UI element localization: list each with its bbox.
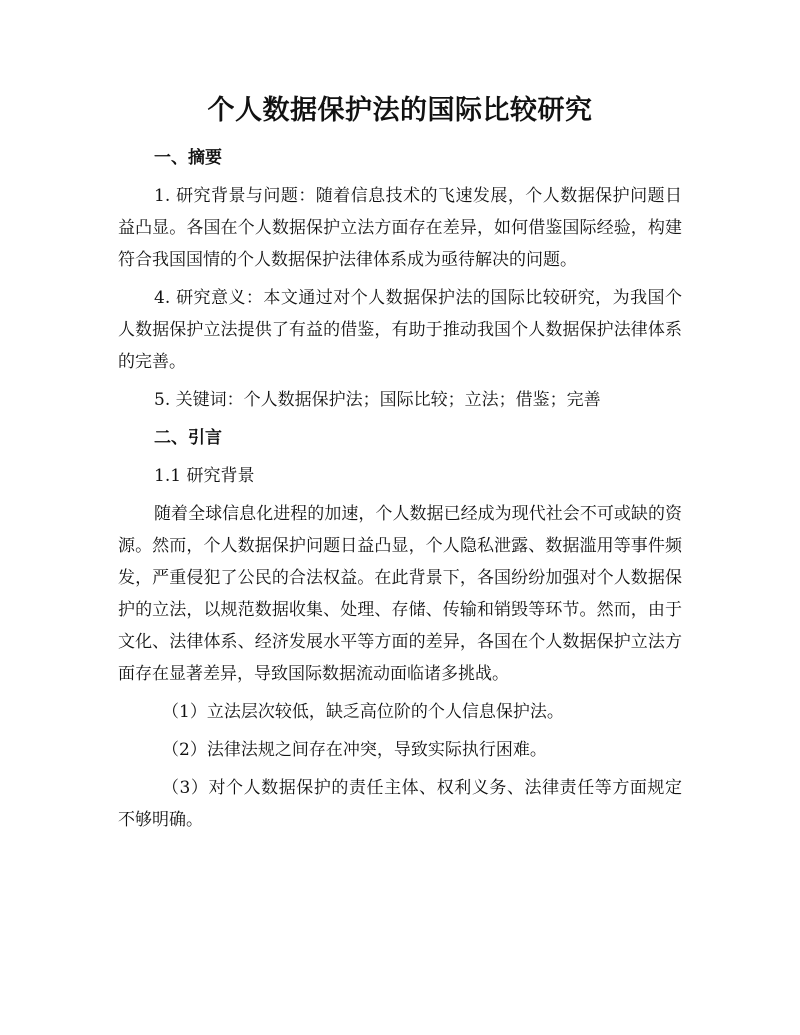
abstract-paragraph-keywords: 5. 关键词：个人数据保护法；国际比较；立法；借鉴；完善 [154,390,601,410]
issue-list-item-2: （2）法律法规之间存在冲突，导致实际执行困难。 [162,740,547,760]
issue-list-item-3: （3）对个人数据保护的责任主体、权利义务、法律责任等方面规定不够明确。 [118,778,682,830]
abstract-paragraph-background: 1. 研究背景与问题：随着信息技术的飞速发展，个人数据保护问题日益凸显。各国在个人数据保护立法方面存在差异，如何借鉴国际经验，构建符合我国国情的个人数据保护法律体系成为亟待解决的问题。 [118,186,682,270]
subsection-heading-background: 1.1 研究背景 [154,466,255,486]
document-title: 个人数据保护法的国际比较研究 [207,95,593,126]
section-heading-introduction: 二、引言 [154,428,222,448]
abstract-paragraph-significance: 4. 研究意义：本文通过对个人数据保护法的国际比较研究，为我国个人数据保护立法提供了有益的借鉴，有助于推动我国个人数据保护法律体系的完善。 [118,288,682,372]
section-heading-abstract: 一、摘要 [154,148,222,168]
issue-list-item-1: （1）立法层次较低，缺乏高位阶的个人信息保护法。 [162,702,564,722]
introduction-paragraph: 随着全球信息化进程的加速，个人数据已经成为现代社会不可或缺的资源。然而，个人数据保护问题日益凸显，个人隐私泄露、数据滥用等事件频发，严重侵犯了公民的合法权益。在此背景下，各国纷纷加强对个人数据保护的立法，以规范数据收集、处理、存储、传输和销毁等环节。然而，由于文化、法律体系、经济发展水平等方面的差异，各国在个人数据保护立法方面存在显著差异，导致国际数据流动面临诸多挑战。 [118,504,682,684]
